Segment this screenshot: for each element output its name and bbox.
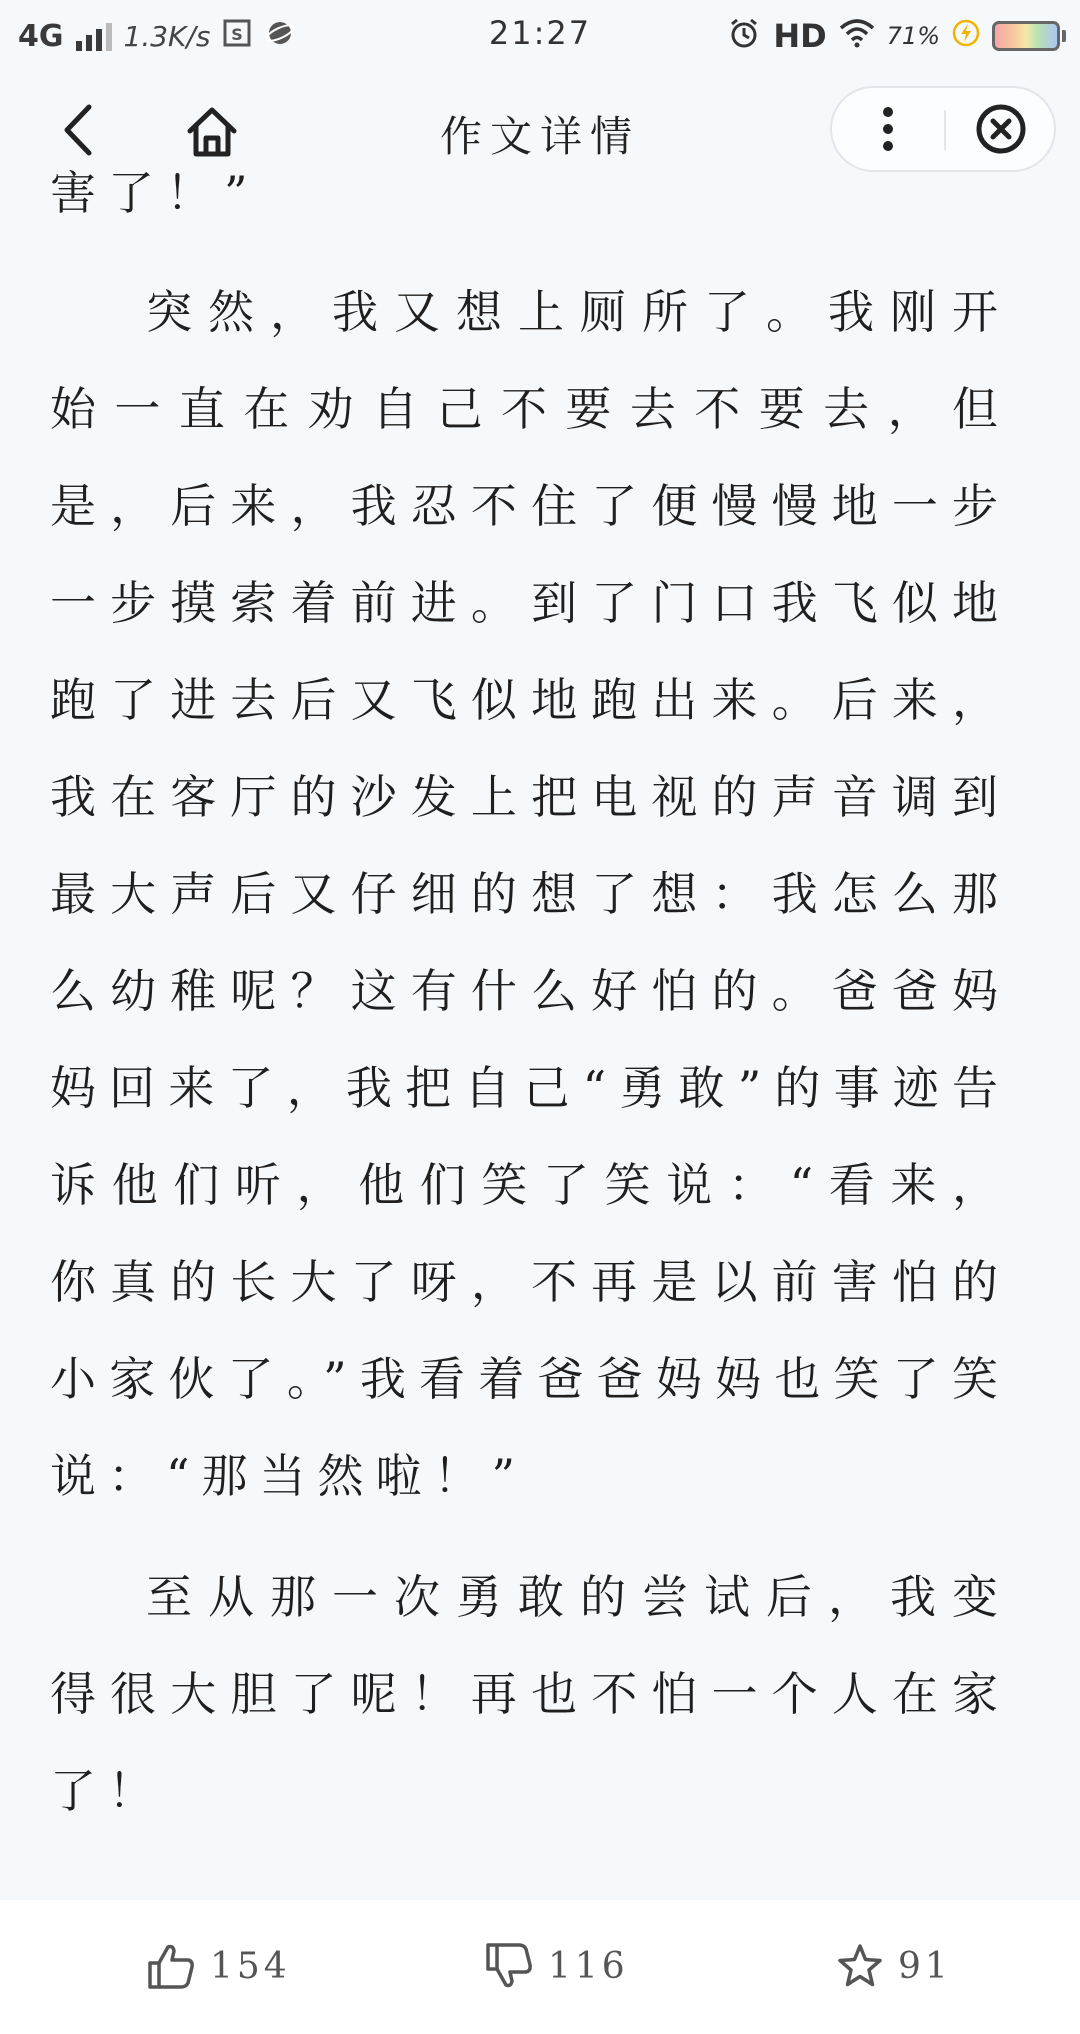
article-fragment: 害了！” [50, 166, 260, 220]
alarm-icon [727, 16, 761, 57]
article-paragraph: 突然，我又想上厕所了。我刚开始一直在劝自己不要去不要去，但是，后来，我忍不住了便慢慢地一步一步摸索着前进。到了门口我飞似地跑了进去后又飞似地跑出来。后来，我在客厅的沙发上把电视的声音调到最大声后又仔细的想了想：我怎么那么幼稚呢？这有什么好怕的。爸爸妈妈回来了，我把自己“勇敢”的事迹告诉他们听，他们笑了笑说：“看来，你真的长大了呀，不再是以前害怕的小家伙了。”我看着爸爸妈妈也笑了笑说：“那当然啦！” [50, 285, 1010, 1503]
network-type: 4G [18, 18, 64, 54]
favorite-count: 91 [898, 1945, 952, 1987]
article-paragraph: 至从那一次勇敢的尝试后，我变得很大胆了呢！再也不怕一个人在家了！ [50, 1570, 1010, 1818]
article-body [50, 158, 1010, 1864]
battery-percent: 71% [886, 22, 940, 50]
svg-text:S: S [231, 24, 244, 44]
battery-cap [1062, 30, 1066, 42]
wifi-icon [839, 18, 875, 55]
dislike-button[interactable] [484, 1936, 629, 1996]
like-button[interactable] [146, 1936, 291, 1996]
close-circle-icon [975, 103, 1027, 155]
hd-indicator: HD [773, 17, 827, 55]
thumbs-down-icon [484, 1941, 534, 1991]
thumbs-up-icon [146, 1941, 196, 1991]
like-count: 154 [210, 1945, 291, 1987]
more-vertical-icon [881, 106, 895, 152]
status-right [727, 14, 1066, 58]
status-time: 21:27 [488, 14, 592, 52]
network-speed: 1.3K/s [123, 19, 211, 53]
bottom-action-bar [0, 1900, 1080, 2034]
status-bar [0, 0, 1080, 72]
charging-icon [952, 19, 980, 54]
battery-icon [992, 21, 1060, 51]
dislike-count: 116 [548, 1945, 629, 1987]
star-icon [836, 1942, 884, 1990]
favorite-button[interactable] [836, 1936, 952, 1996]
page-title: 作文详情 [439, 112, 640, 161]
